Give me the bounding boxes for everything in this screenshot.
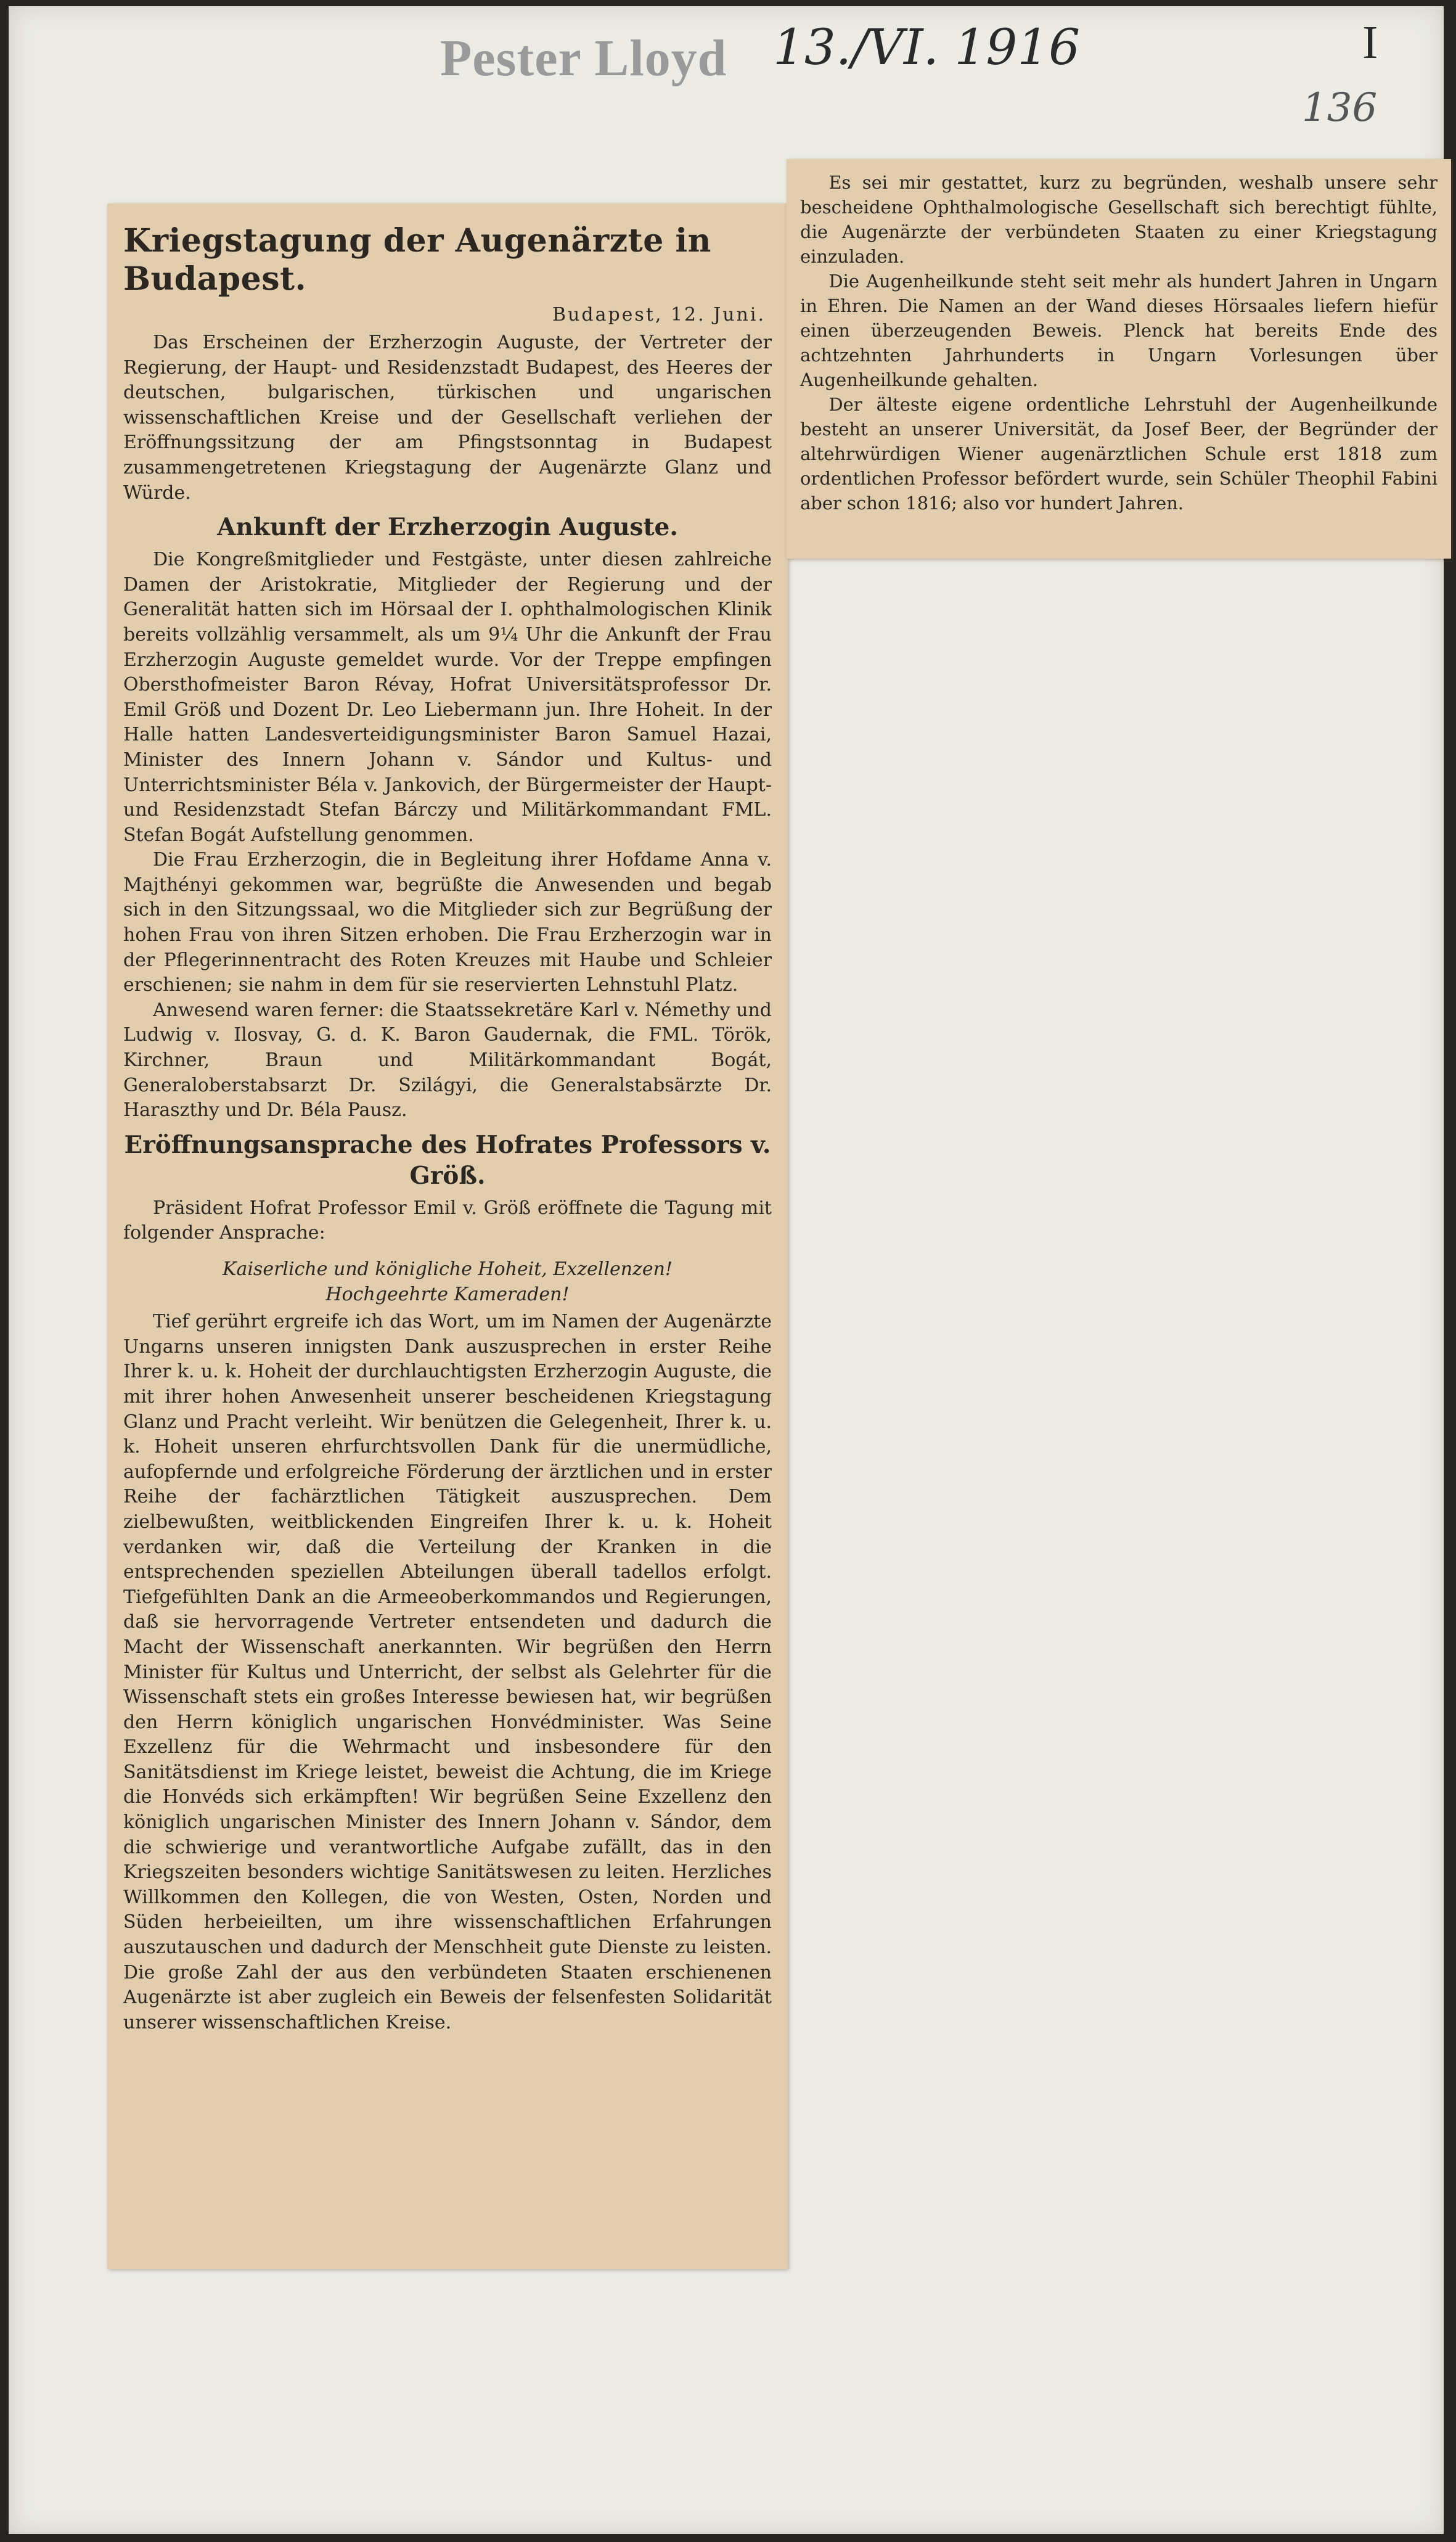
article-intro: Das Erscheinen der Erzherzogin Auguste, der Vertreter der Regierung, der Haupt- und Residenzstadt Budapest, des Heeres der deutschen, bulgarischen, türkischen und ungarischen wissenschaftlichen Kreise und der Gesellschaft verliehen der Eröffnungssitzung der am Pfingstsonntag in Budapest zusammengetretenen Kriegstagung der Augenärzte Glanz und Würde. (123, 332, 772, 504)
handwritten-page-number: 136 (1302, 85, 1378, 131)
handwritten-date: 13./VI. 1916 (773, 18, 1081, 76)
article-headline: Kriegstagung der Augenärzte in Budapest. (123, 222, 711, 298)
handwritten-roman-numeral: I (1362, 17, 1378, 68)
section-heading-speech: Eröffnungsansprache des Hofrates Professors v. Größ. (124, 1130, 771, 1190)
article-dateline: Budapest, 12. Juni. (552, 304, 766, 326)
archive-sheet (9, 6, 1444, 2534)
speech-salutation (123, 1257, 772, 1307)
speech-intro: Präsident Hofrat Professor Emil v. Größ eröffnete die Tagung mit folgender Ansprache: (123, 1197, 772, 1244)
speech-body: Tief gerührt ergreife ich das Wort, um im Namen der Augenärzte Ungarns unseren innigsten Dank auszusprechen in erster Reihe Ihrer k. u. k. Hoheit der durchlauchtigsten Erzherzogin Auguste, die mit ihrer hohen Anwesenheit unserer bescheidenen Kriegstagung Glanz und Pracht verleiht. Wir benützen die Gelegenheit, Ihrer k. u. k. Hoheit unseren ehrfurchtsvollen Dank für die unermüdliche, aufopfernde und erfolgreiche Förderung der ärztlichen und in erster Reihe der fachärztlichen Tätigkeit auszusprechen. Dem zielbewußten, weitblickenden Eingreifen Ihrer k. u. k. Hoheit verdanken wir, daß die Verteilung der Kranken in die entsprechenden speziellen Abteilungen überall tadellos erfolgt. Tiefgefühlten Dank an die Armeeoberkommandos und Regierungen, daß sie hervorragende Vertreter entsendeten und dadurch die Macht der Wissenschaft anerkannten. Wir begrüßen den Herrn Minister für Kultus und Unterricht, der selbst als Gelehrter für die Wissenschaft stets ein großes Interesse bewiesen hat, wir begrüßen den Herrn königlich ungarischen Honvédminister. Was Seine Exzellenz für die Wehrmacht und insbesondere für den Sanitätsdienst im Kriege leistet, beweist die Achtung, die im Kriege die Honvéds sich erkämpften! Wir begrüßen Seine Exzellenz den königlich ungarischen Minister des Innern Johann v. Sándor, dem die schwierige und verantwortliche Aufgabe zufällt, das in den Kriegszeiten besonders wichtige Sanitätswesen zu leiten. Herzliches Willkommen den Kollegen, die von Westen, Osten, Norden und Süden herbeieilten, um ihre wissenschaftlichen Erfahrungen auszutauschen und dadurch der Menschheit gute Dienste zu leisten. Die große Zahl der aus den verbündeten Staaten erschienenen Augenärzte ist aber zugleich ein Beweis der felsenfesten Solidarität unserer wissenschaftlichen Kreise. (123, 1311, 772, 2033)
arrival-paragraph: Anwesend waren ferner: die Staatssekretäre Karl v. Némethy und Ludwig v. Ilosvay, G. d. K. Baron Gaudernak, die FML. Török, Kirchner, Braun und Militärkommandant Bogát, Generaloberstabsarzt Dr. Szilágyi, die Generalstabsärzte Dr. Haraszthy und Dr. Béla Pausz. (123, 999, 772, 1121)
continuation-clipping (787, 159, 1451, 559)
section-heading-arrival: Ankunft der Erzherzogin Auguste. (217, 513, 678, 542)
salutation-line: Hochgeehrte Kameraden! (325, 1283, 570, 1305)
newspaper-stamp: Pester Lloyd (440, 30, 727, 87)
arrival-paragraph: Die Kongreßmitglieder und Festgäste, unter diesen zahlreiche Damen der Aristokratie, Mitglieder der Regierung und der Generalität hatten sich im Hörsaal der I. ophthalmologischen Klinik bereits vollzählig versammelt, als um 9¼ Uhr die Ankunft der Frau Erzherzogin Auguste gemeldet wurde. Vor der Treppe empfingen Obersthofmeister Baron Révay, Hofrat Universitätsprofessor Dr. Emil Größ und Dozent Dr. Leo Liebermann jun. Ihre Hoheit. In der Halle hatten Landesverteidigungsminister Baron Samuel Hazai, Minister des Innern Johann v. Sándor und Kultus- und Unterrichtsminister Béla v. Jankovich, der Bürgermeister der Haupt- und Residenzstadt Stefan Bárczy und Militärkommandant FML. Stefan Bogát Aufstellung genommen. (123, 549, 772, 846)
salutation-line: Kaiserliche und königliche Hoheit, Exzellenzen! (223, 1258, 673, 1280)
arrival-paragraph: Die Frau Erzherzogin, die in Begleitung ihrer Hofdame Anna v. Majthényi gekommen war, begrüßte die Anwesenden und begab sich in den Sitzungssaal, wo die Mitglieder sich zur Begrüßung der hohen Frau von ihren Sitzen erhoben. Die Frau Erzherzogin war in der Pflegerinnentracht des Roten Kreuzes mit Haube und Schleier erschienen; sie nahm in dem für sie reservierten Lehnstuhl Platz. (123, 849, 772, 996)
article-clipping (107, 203, 788, 2269)
continuation-paragraph: Es sei mir gestattet, kurz zu begründen, weshalb unsere sehr bescheidene Ophthalmologische Gesellschaft sich berechtigt fühlte, die Augenärzte der verbündeten Staaten zu einer Kriegstagung einzuladen. (800, 172, 1438, 267)
continuation-paragraph: Der älteste eigene ordentliche Lehrstuhl der Augenheilkunde besteht an unserer Universität, da Josef Beer, der Begründer der altehrwürdigen Wiener augenärztlichen Schule erst 1818 zum ordentlichen Professor befördert wurde, sein Schüler Theophil Fabini aber schon 1816; also vor hundert Jahren. (800, 394, 1438, 514)
continuation-paragraph: Die Augenheilkunde steht seit mehr als hundert Jahren in Ungarn in Ehren. Die Namen an der Wand dieses Hörsaales liefern hiefür einen überzeugenden Beweis. Plenck hat bereits Ende des achtzehnten Jahrhunderts in Ungarn Vorlesungen über Augenheilkunde gehalten. (800, 271, 1438, 390)
